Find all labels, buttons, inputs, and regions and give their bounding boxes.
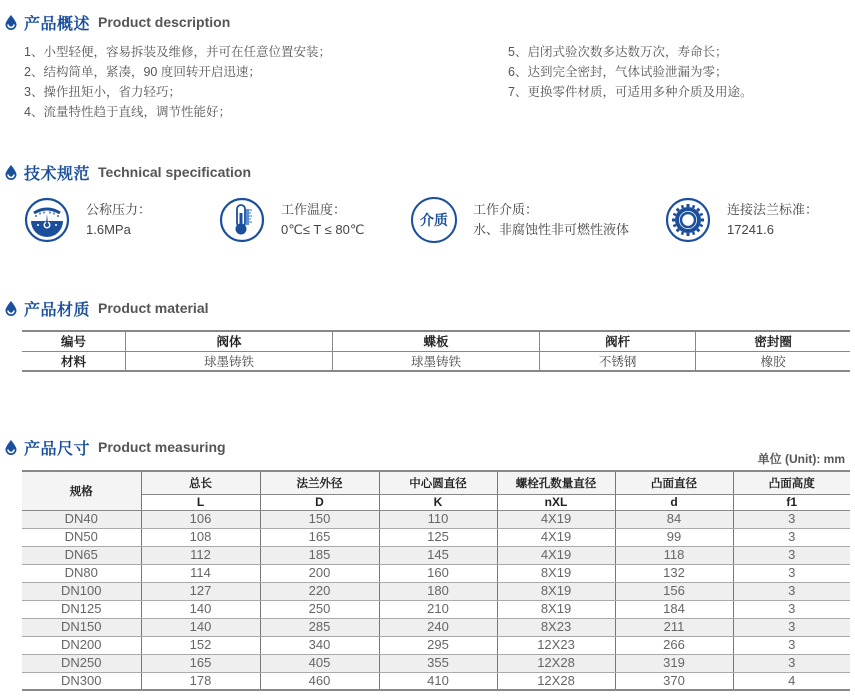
dimension-cell: 8X19 — [497, 564, 615, 582]
description-item: 3、操作扭矩小，省力轻巧； — [24, 85, 181, 99]
dimension-cell: 84 — [615, 510, 733, 528]
dimension-cell: 150 — [260, 510, 379, 528]
dimension-cell: 118 — [615, 546, 733, 564]
spec-medium — [411, 197, 629, 243]
material-header-cell: 蝶板 — [332, 331, 539, 351]
dimension-cell: 370 — [615, 672, 733, 690]
dimension-cell: 405 — [260, 654, 379, 672]
material-row — [22, 351, 850, 371]
description-item: 5、启闭式验次数多达数万次，寿命长； — [508, 45, 728, 59]
table-row — [22, 600, 850, 618]
spec-cell: DN100 — [22, 582, 141, 600]
spec-cell: DN65 — [22, 546, 141, 564]
spec-value: 水、非腐蚀性非可燃性液体 — [473, 222, 630, 237]
dimension-header-row — [22, 471, 850, 494]
dimension-symbol-cell: f1 — [733, 494, 850, 510]
dimension-cell: 12X28 — [497, 654, 615, 672]
dimension-cell: 460 — [260, 672, 379, 690]
dimension-cell: 266 — [615, 636, 733, 654]
dimension-cell: 8X19 — [497, 600, 615, 618]
material-table — [22, 330, 850, 372]
dimension-cell: 3 — [733, 618, 850, 636]
table-row — [22, 618, 850, 636]
table-row — [22, 546, 850, 564]
section-title-cn: 产品概述 — [24, 15, 91, 33]
dimension-cell: 180 — [379, 582, 497, 600]
dimension-cell: 319 — [615, 654, 733, 672]
dimension-cell: 156 — [615, 582, 733, 600]
dimension-cell: 3 — [733, 600, 850, 618]
dimension-cell: 355 — [379, 654, 497, 672]
description-list-right — [508, 42, 752, 102]
dimension-table-body — [22, 510, 850, 690]
dimension-cell: 184 — [615, 600, 733, 618]
spec-label: 公称压力： — [86, 202, 152, 217]
spec-label: 连接法兰标准： — [727, 202, 819, 217]
dimension-cell: 178 — [141, 672, 260, 690]
dimension-cell: 185 — [260, 546, 379, 564]
section-title-en: Product description — [98, 14, 231, 30]
medium-icon — [411, 197, 457, 243]
spec-cell: DN300 — [22, 672, 141, 690]
dimension-cell: 4X19 — [497, 528, 615, 546]
section-title-cn: 产品尺寸 — [24, 440, 91, 458]
dimension-cell: 240 — [379, 618, 497, 636]
dimension-cell: 3 — [733, 510, 850, 528]
dimension-cell: 211 — [615, 618, 733, 636]
dimension-symbol-cell: nXL — [497, 494, 615, 510]
section-title-description — [4, 11, 230, 33]
material-cell: 材料 — [22, 351, 126, 371]
dimension-cell: 4 — [733, 672, 850, 690]
table-row — [22, 510, 850, 528]
spec-cell: DN200 — [22, 636, 141, 654]
table-row — [22, 672, 850, 690]
section-title-en: Product measuring — [98, 439, 226, 455]
unit-label: 单位 (Unit): mm — [757, 452, 845, 466]
dimension-cell: 4X19 — [497, 546, 615, 564]
dimension-cell: 285 — [260, 618, 379, 636]
thermometer-icon — [219, 197, 265, 243]
water-drop-icon — [4, 164, 18, 180]
water-drop-icon — [4, 439, 18, 455]
table-row — [22, 582, 850, 600]
spec-label: 工作介质： — [473, 202, 539, 217]
section-title-specification — [4, 161, 251, 183]
section-title-material — [4, 297, 209, 319]
dimension-cell: 250 — [260, 600, 379, 618]
section-title-cn: 技术规范 — [24, 165, 91, 183]
dimension-cell: 110 — [379, 510, 497, 528]
dimension-cell: 99 — [615, 528, 733, 546]
section-title-en: Product material — [98, 300, 209, 316]
section-title-cn: 产品材质 — [24, 301, 91, 319]
material-cell: 橡胶 — [696, 351, 850, 371]
table-row — [22, 528, 850, 546]
water-drop-icon — [4, 300, 18, 316]
dimension-cell: 3 — [733, 546, 850, 564]
water-drop-icon — [4, 14, 18, 30]
dimension-cell: 4X19 — [497, 510, 615, 528]
dimension-cell: 3 — [733, 582, 850, 600]
material-header-cell: 阀杆 — [539, 331, 695, 351]
spec-cell: DN250 — [22, 654, 141, 672]
material-cell: 球墨铸铁 — [126, 351, 333, 371]
dimension-cell: 132 — [615, 564, 733, 582]
dimension-symbol-cell: L — [141, 494, 260, 510]
dimension-header-cell: 法兰外径 — [260, 471, 379, 494]
dimension-symbol-cell: K — [379, 494, 497, 510]
spec-cell: DN125 — [22, 600, 141, 618]
dimension-header-cell: 凸面高度 — [733, 471, 850, 494]
spec-value: 0℃≤ T ≤ 80℃ — [281, 222, 365, 237]
table-row — [22, 654, 850, 672]
dimension-header-cell: 螺栓孔数量直径 — [497, 471, 615, 494]
dimension-header-spec: 规格 — [22, 471, 141, 510]
dimension-cell: 340 — [260, 636, 379, 654]
dimension-cell: 112 — [141, 546, 260, 564]
dimension-header-cell: 凸面直径 — [615, 471, 733, 494]
description-item: 1、小型轻便，容易拆装及维修，并可在任意位置安装； — [24, 45, 331, 59]
dimension-cell: 145 — [379, 546, 497, 564]
material-header-row — [22, 331, 850, 351]
spec-value: 1.6MPa — [86, 222, 131, 237]
dimension-symbol-cell: d — [615, 494, 733, 510]
dimension-cell: 108 — [141, 528, 260, 546]
dimension-cell: 114 — [141, 564, 260, 582]
dimension-cell: 200 — [260, 564, 379, 582]
dimension-cell: 295 — [379, 636, 497, 654]
dimension-cell: 220 — [260, 582, 379, 600]
spec-flange-standard — [665, 197, 818, 243]
material-header-cell: 密封圈 — [696, 331, 850, 351]
dimension-cell: 3 — [733, 564, 850, 582]
spec-cell: DN150 — [22, 618, 141, 636]
material-cell: 球墨铸铁 — [332, 351, 539, 371]
table-row — [22, 564, 850, 582]
spec-temperature — [219, 197, 364, 243]
material-cell: 不锈钢 — [539, 351, 695, 371]
dimension-cell: 3 — [733, 528, 850, 546]
dimension-cell: 160 — [379, 564, 497, 582]
dimension-header-cell: 总长 — [141, 471, 260, 494]
section-title-en: Technical specification — [98, 164, 252, 180]
dimension-cell: 165 — [260, 528, 379, 546]
dimension-cell: 3 — [733, 654, 850, 672]
dimension-cell: 140 — [141, 618, 260, 636]
dimension-symbol-cell: D — [260, 494, 379, 510]
spec-pressure — [24, 197, 151, 243]
dimension-cell: 125 — [379, 528, 497, 546]
dimension-cell: 127 — [141, 582, 260, 600]
dimension-cell: 8X23 — [497, 618, 615, 636]
description-item: 7、更换零件材质，可适用多种介质及用途。 — [508, 85, 753, 99]
spec-cell: DN40 — [22, 510, 141, 528]
material-header-cell: 编号 — [22, 331, 126, 351]
dimension-cell: 8X19 — [497, 582, 615, 600]
dimension-cell: 410 — [379, 672, 497, 690]
description-item: 4、流量特性趋于直线，调节性能好； — [24, 105, 231, 119]
flange-gear-icon — [665, 197, 711, 243]
dimension-cell: 12X28 — [497, 672, 615, 690]
dimension-table — [22, 470, 850, 691]
dimension-header-cell: 中心圆直径 — [379, 471, 497, 494]
dimension-cell: 140 — [141, 600, 260, 618]
section-title-measuring — [4, 436, 226, 458]
dimension-cell: 152 — [141, 636, 260, 654]
material-header-cell: 阀体 — [126, 331, 333, 351]
spec-cell: DN80 — [22, 564, 141, 582]
spec-cell: DN50 — [22, 528, 141, 546]
dimension-cell: 3 — [733, 636, 850, 654]
dimension-cell: 106 — [141, 510, 260, 528]
medium-icon-text: 介质 — [420, 212, 448, 228]
spec-value: 17241.6 — [727, 222, 774, 237]
description-list-left — [24, 42, 331, 122]
description-item: 2、结构简单，紧凑，90 度回转开启迅速； — [24, 65, 261, 79]
table-row — [22, 636, 850, 654]
dimension-symbol-row — [22, 494, 850, 510]
spec-label: 工作温度： — [281, 202, 347, 217]
description-item: 6、达到完全密封，气体试验泄漏为零； — [508, 65, 728, 79]
dimension-cell: 165 — [141, 654, 260, 672]
dimension-cell: 12X23 — [497, 636, 615, 654]
pressure-gauge-icon — [24, 197, 70, 243]
dimension-cell: 210 — [379, 600, 497, 618]
